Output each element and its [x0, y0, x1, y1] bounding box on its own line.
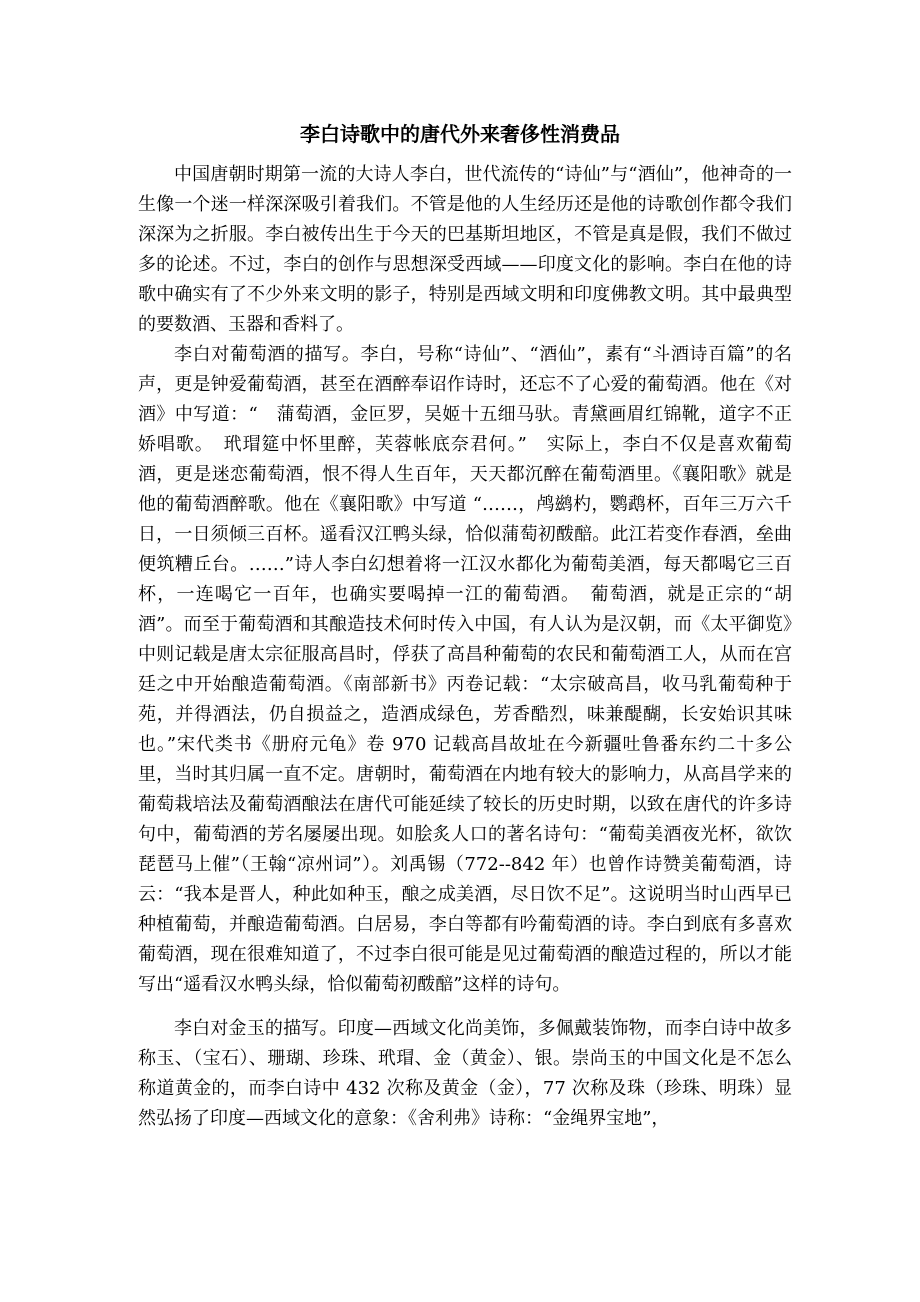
- document-title: 李白诗歌中的唐代外来奢侈性消费品: [300, 122, 620, 146]
- paragraph-gold-jade: 李白对金玉的描写。印度—西域文化尚美饰，多佩戴装饰物，而李白诗中故多称玉、（宝石）、珊瑚、珍珠、玳瑁、金（黄金）、银。崇尚玉的中国文化是不怎么称道黄金的，而李白诗中 432 次称及黄金（金），77 次称及珠（珍珠、明珠）显然弘扬了印度—西域文化的意象：《舍利弗》诗称：“金绳界宝地”，: [138, 1018, 792, 1129]
- paragraph-intro: 中国唐朝时期第一流的大诗人李白，世代流传的“诗仙”与“酒仙”，他神奇的一生像一个迷一样深深吸引着我们。不管是他的人生经历还是他的诗歌创作都令我们深深为之折服。李白被传出生于今天的巴基斯坦地区，不管是真是假，我们不做过多的论述。不过，李白的创作与思想深受西域——印度文化的影响。李白在他的诗歌中确实有了不少外来文明的影子，特别是西域文明和印度佛教文明。其中最典型的要数酒、玉器和香料了。: [138, 164, 792, 335]
- document-body: [138, 160, 792, 1134]
- paragraph-wine: 李白对葡萄酒的描写。李白，号称“诗仙”、“酒仙”，素有“斗酒诗百篇”的名声，更是钟爱葡萄酒，甚至在酒醉奉诏作诗时，还忘不了心爱的葡萄酒。他在《对酒》中写道：“ 蒲萄酒，金叵罗，吴姬十五细马驮。青黛画眉红锦靴，道字不正娇唱歌。 玳瑁筵中怀里醉，芙蓉帐底奈君何。” 实际上，李白不仅是喜欢葡萄酒，更是迷恋葡萄酒，恨不得人生百年，天天都沉醉在葡萄酒里。《襄阳歌》就是他的葡萄酒醉歌。他在《襄阳歌》中写道 “……，鸬鹚杓，鹦鹉杯，百年三万六千日，一日须倾三百杯。遥看汉江鸭头绿，恰似蒲萄初酦醅。此江若变作春酒，垒曲便筑糟丘台。……”诗人李白幻想着将一江汉水都化为葡萄美酒，每天都喝它三百杯，一连喝它一百年，也确实要喝掉一江的葡萄酒。 葡萄酒，就是正宗的“胡酒”。而至于葡萄酒和其酿造技术何时传入中国，有人认为是汉朝，而《太平御览》中则记载是唐太宗征服高昌时，俘获了高昌种葡萄的农民和葡萄酒工人，从而在宫廷之中开始酿造葡萄酒。《南部新书》丙卷记载：“太宗破高昌，收马乳葡萄种于苑，并得酒法，仍自损益之，造酒成绿色，芳香酷烈，味兼醍醐，长安始识其味也。”宋代类书《册府元龟》卷 970 记载高昌故址在今新疆吐鲁番东约二十多公里，当时其归属一直不定。唐朝时，葡萄酒在内地有较大的影响力，从高昌学来的葡萄栽培法及葡萄酒酿法在唐代可能延续了较长的历史时期，以致在唐代的许多诗句中，葡萄酒的芳名屡屡出现。如脍炙人口的著名诗句：“葡萄美酒夜光杯，欲饮琵琶马上催”（王翰“凉州词”）。刘禹锡（772--842 年）也曾作诗赞美葡萄酒，诗云：“我本是晋人，种此如种玉，酿之成美酒，尽日饮不足”。这说明当时山西早已种植葡萄，并酿造葡萄酒。白居易，李白等都有吟葡萄酒的诗。李白到底有多喜欢葡萄酒，现在很难知道了，不过李白很可能是见过葡萄酒的酿造过程的，所以才能写出“遥看汉水鸭头绿，恰似葡萄初酦醅”这样的诗句。: [138, 344, 792, 995]
